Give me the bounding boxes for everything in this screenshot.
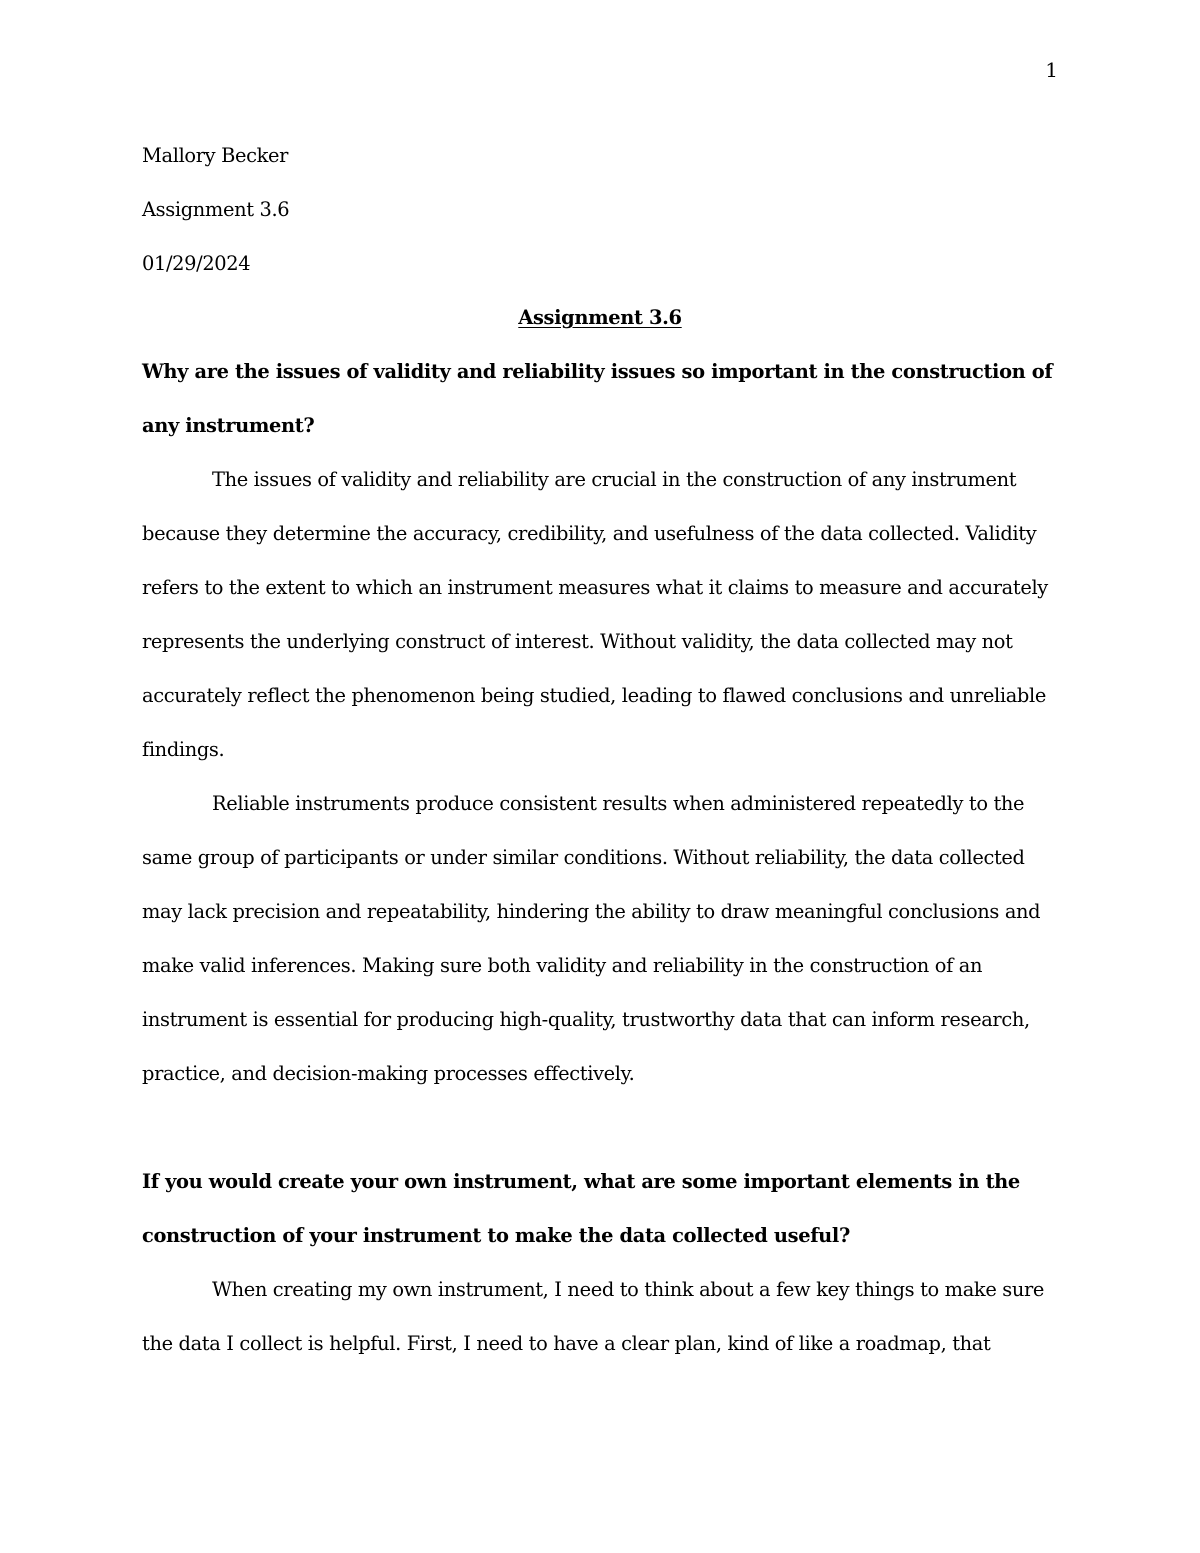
- course-line: Assignment 3.6: [142, 198, 290, 221]
- author-name: Mallory Becker: [142, 144, 289, 167]
- section-1-paragraph-2: Reliable instruments produce consistent results when administered repeatedly to the same group of participants or under similar conditions. Without reliability, the data collected may lack precision and repeatability, hindering the ability to draw meaningful conclusions and make valid inferences. Making sure both validity and reliability in the construction of an instrument is essential for producing high-quality, trustworthy data that can inform research, practice, and decision-making processes effectively.: [142, 792, 1041, 1085]
- document-title: Assignment 3.6: [518, 306, 682, 329]
- section-spacer: [142, 1101, 1058, 1155]
- date-line: 01/29/2024: [142, 252, 251, 275]
- section-2-question: If you would create your own instrument, what are some important elements in the construction of your instrument to make the data collected useful?: [142, 1170, 1020, 1247]
- page-number: 1: [1045, 58, 1058, 82]
- section-2-paragraph-1: When creating my own instrument, I need to think about a few key things to make sure the data I collect is helpful. First, I need to have a clear plan, kind of like a roadmap, that: [142, 1278, 1045, 1355]
- section-1-question: Why are the issues of validity and reliability issues so important in the construction of any instrument?: [142, 360, 1053, 437]
- document-body: [142, 129, 1058, 1371]
- section-1-paragraph-1: The issues of validity and reliability are crucial in the construction of any instrument because they determine the accuracy, credibility, and usefulness of the data collected. Validity refers to the extent to which an instrument measures what it claims to measure and accurately represents the underlying construct of interest. Without validity, the data collected may not accurately reflect the phenomenon being studied, leading to flawed conclusions and unreliable findings.: [142, 468, 1048, 761]
